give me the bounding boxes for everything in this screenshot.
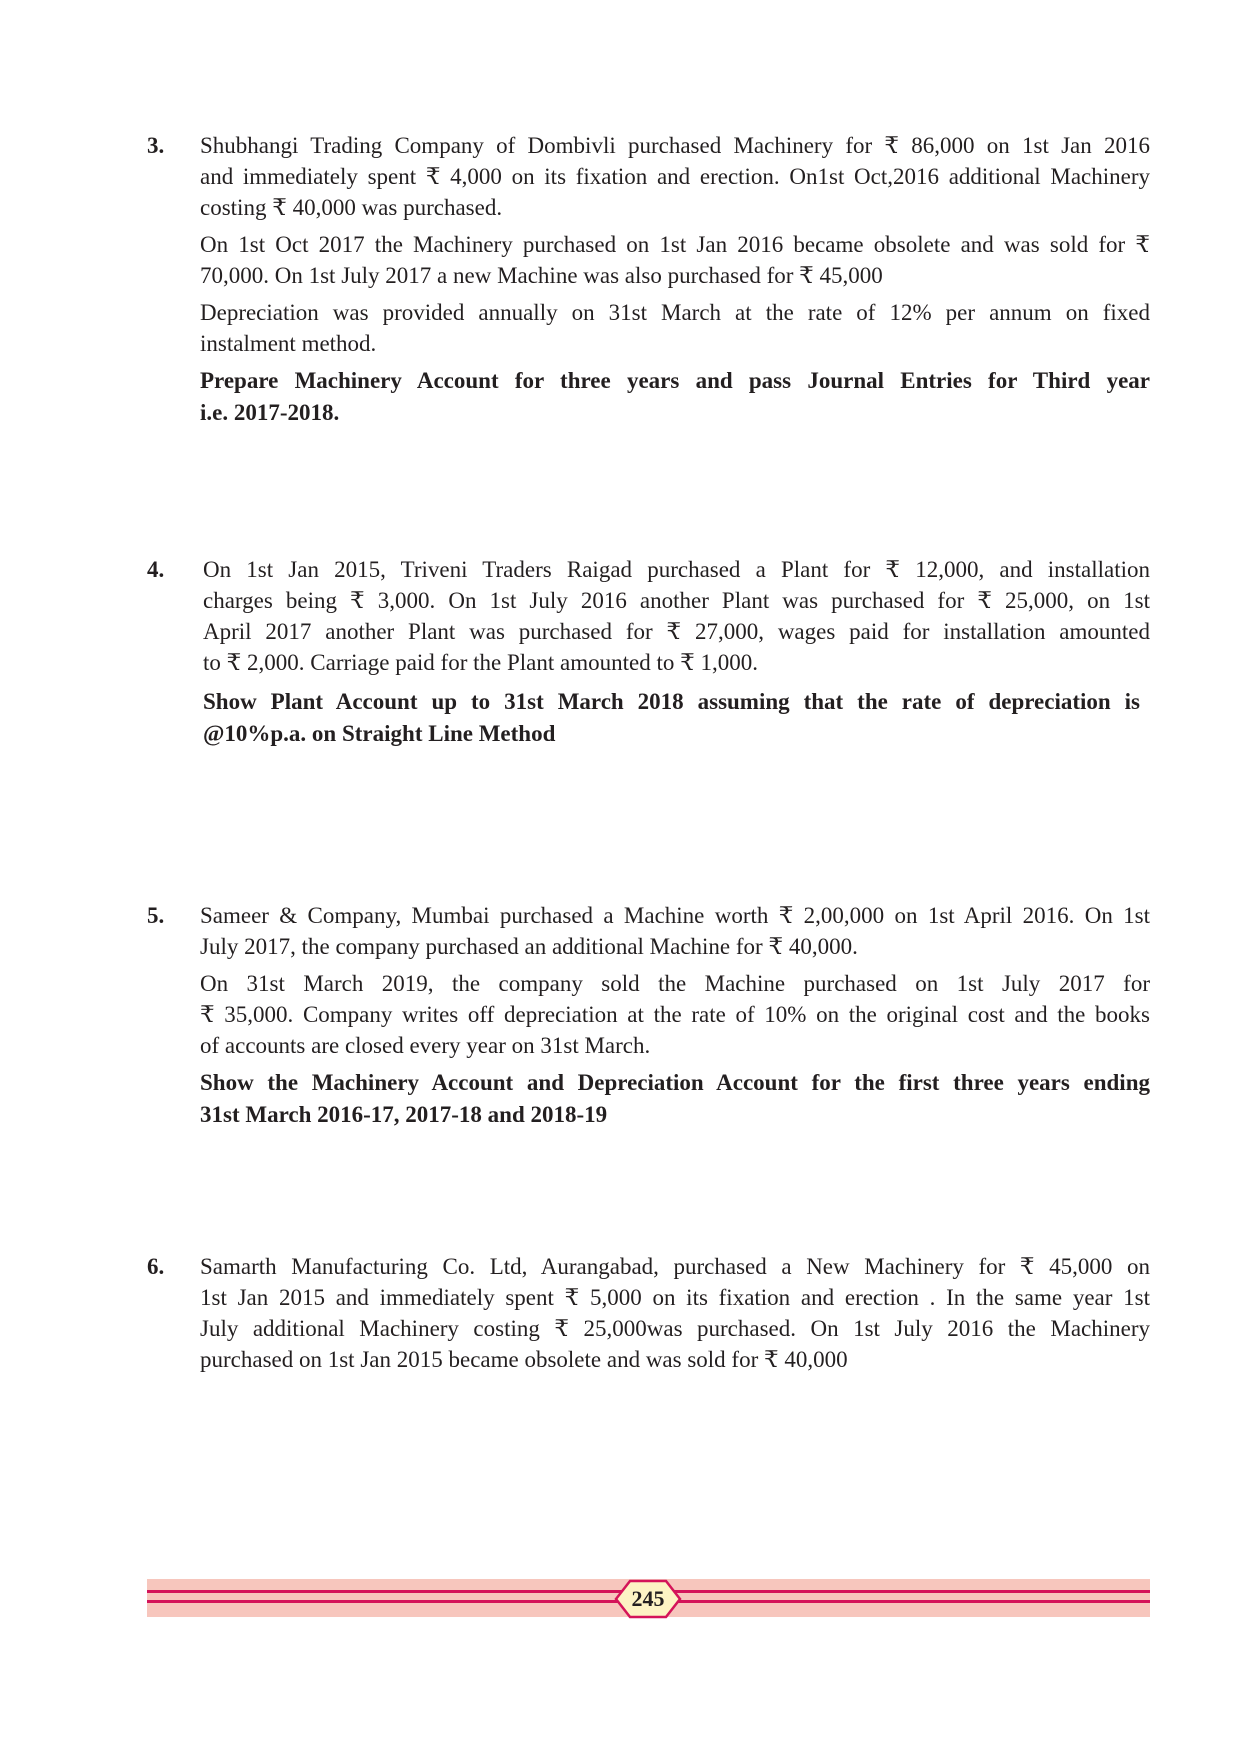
text-line: instalment method. (200, 331, 377, 356)
text-line: @10%p.a. on Straight Line Method (203, 721, 556, 746)
text-line: April 2017 another Plant was purchased for ₹ 27,000, wages paid for installation amounted (203, 619, 1150, 644)
page-number: 245 (631, 1586, 665, 1611)
question-instruction (200, 365, 1150, 429)
question-number: 6. (147, 1254, 165, 1279)
question-paragraph (200, 968, 1150, 1061)
question-paragraph (203, 554, 1150, 678)
text-line: purchased on 1st Jan 2015 became obsolete and was sold for ₹ 40,000 (200, 1347, 848, 1372)
text-line: Samarth Manufacturing Co. Ltd, Aurangabad, purchased a New Machinery for ₹ 45,000 on (200, 1254, 1150, 1279)
text-line: On 31st March 2019, the company sold the Machine purchased on 1st July 2017 for (200, 971, 1150, 996)
text-line: to ₹ 2,000. Carriage paid for the Plant amounted to ₹ 1,000. (203, 650, 758, 675)
question-paragraph (200, 229, 1150, 291)
text-line: Shubhangi Trading Company of Dombivli purchased Machinery for ₹ 86,000 on 1st Jan 2016 (200, 133, 1150, 158)
question-number: 3. (147, 133, 165, 158)
question-instruction (203, 686, 1150, 750)
question-number: 4. (147, 557, 165, 582)
question-paragraph (200, 130, 1150, 223)
question-number: 5. (147, 903, 165, 928)
text-line: On 1st Jan 2015, Triveni Traders Raigad purchased a Plant for ₹ 12,000, and installation (203, 557, 1150, 582)
text-line: Show the Machinery Account and Depreciation Account for the first three years ending (200, 1070, 1150, 1095)
text-line: On 1st Oct 2017 the Machinery purchased on 1st Jan 2016 became obsolete and was sold for ₹ (200, 232, 1150, 257)
text-line: 31st March 2016-17, 2017-18 and 2018-19 (200, 1102, 608, 1127)
question-instruction (200, 1067, 1150, 1131)
question-body (200, 130, 1150, 435)
question-paragraph (200, 297, 1150, 359)
question-body (200, 1251, 1150, 1381)
text-line: Show Plant Account up to 31st March 2018 assuming that the rate of depreciation is (203, 689, 1140, 714)
text-line: i.e. 2017-2018. (200, 400, 340, 425)
text-line: 70,000. On 1st July 2017 a new Machine was also purchased for ₹ 45,000 (200, 263, 883, 288)
text-line: July 2017, the company purchased an additional Machine for ₹ 40,000. (200, 934, 858, 959)
question-paragraph (200, 1251, 1150, 1375)
text-line: of accounts are closed every year on 31st March. (200, 1033, 651, 1058)
text-line: Sameer & Company, Mumbai purchased a Machine worth ₹ 2,00,000 on 1st April 2016. On 1st (200, 903, 1150, 928)
text-line: costing ₹ 40,000 was purchased. (200, 195, 503, 220)
question-paragraph (200, 900, 1150, 962)
text-line: July additional Machinery costing ₹ 25,000was purchased. On 1st July 2016 the Machinery (200, 1316, 1150, 1341)
question-body (200, 900, 1150, 1137)
text-line: 1st Jan 2015 and immediately spent ₹ 5,000 on its fixation and erection . In the same year 1st (200, 1285, 1150, 1310)
text-line: ₹ 35,000. Company writes off depreciation at the rate of 10% on the original cost and the books (200, 1002, 1150, 1027)
text-line: charges being ₹ 3,000. On 1st July 2016 another Plant was purchased for ₹ 25,000, on 1st (203, 588, 1150, 613)
text-line: Depreciation was provided annually on 31st March at the rate of 12% per annum on fixed (200, 300, 1150, 325)
text-line: and immediately spent ₹ 4,000 on its fixation and erection. On1st Oct,2016 additional Machinery (200, 164, 1150, 189)
question-body (203, 554, 1150, 756)
page-number-badge (614, 1579, 682, 1619)
text-line: Prepare Machinery Account for three years and pass Journal Entries for Third year (200, 368, 1150, 393)
